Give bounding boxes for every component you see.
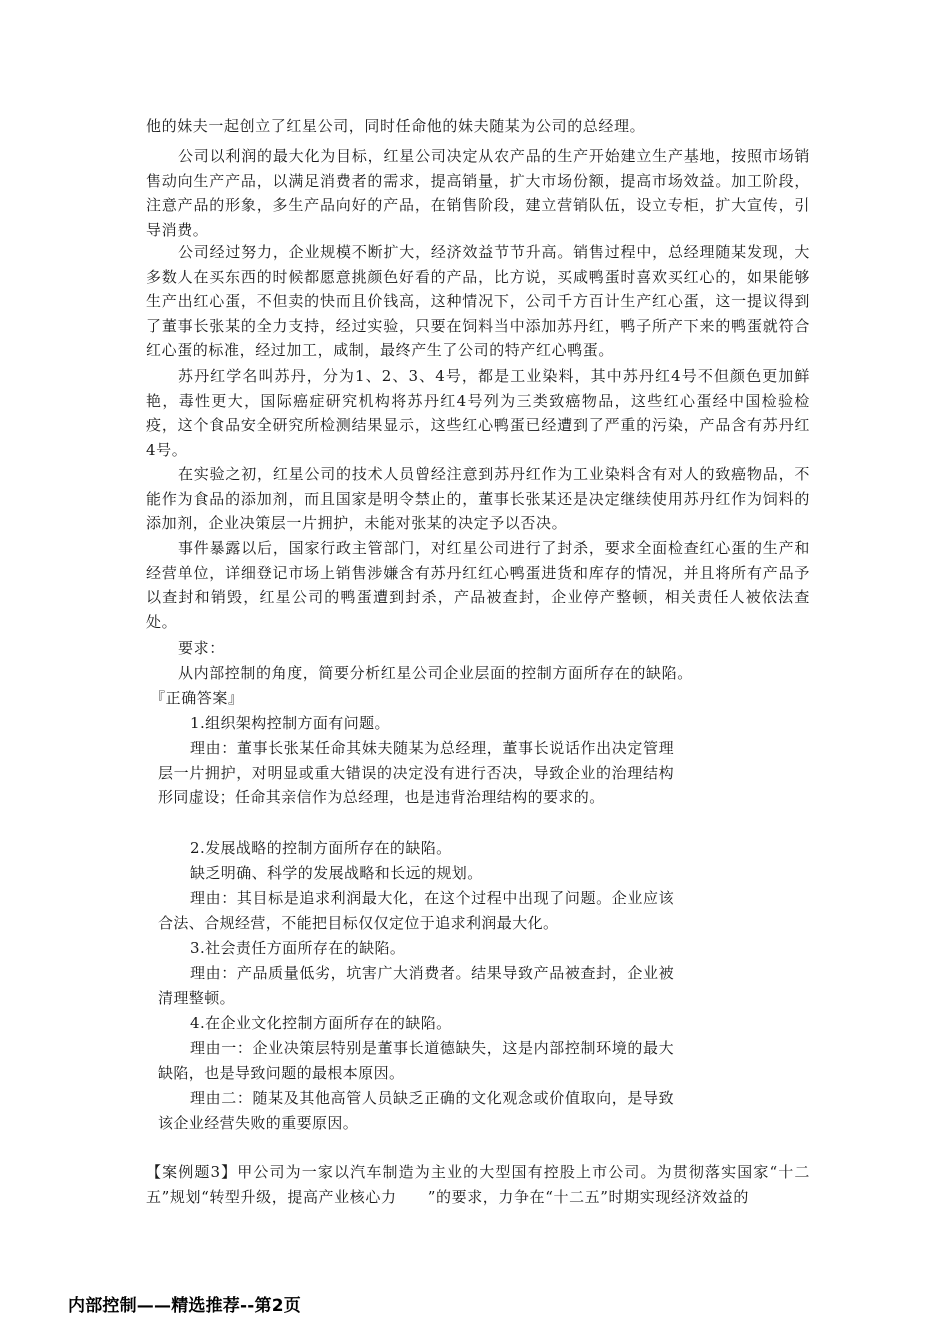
paragraph-red-egg-production: 公司经过努力，企业规模不断扩大，经济效益节节升高。销售过程中，总经理随某发现，大多数人在买东西的时候都愿意挑颜色好看的产品，比方说，买咸鸭蛋时喜欢买红心的，如果能够生产出红心蛋，不但卖的快而且价钱高，这种情况下，公司千方百计生产红心蛋，这一提议得到了董事长张某的全力支持，经过实验，只要在饲料当中添加苏丹红，鸭子所产下来的鸭蛋就符合红心蛋的标准，经过加工，咸制，最终产生了公司的特产红心鸭蛋。 xyxy=(146,243,810,359)
paragraph-profit-goal: 公司以利润的最大化为目标，红星公司决定从农产品的生产开始建立生产基地，按照市场销售动向生产产品，以满足消费者的需求，提高销量，扩大市场份额，提高市场效益。加工阶段，注意产品的形象，多生产品向好的产品，在销售阶段，建立营销队伍，设立专柜，扩大宣传，引导消费。 xyxy=(146,147,810,239)
answer-item-1-reason: 理由：董事长张某任命其妹夫随某为总经理，董事长说话作出决定管理层一片拥护，对明显或重大错误的决定没有进行否决，导致企业的治理结构形同虚设；任命其亲信作为总经理，也是违背治理结构的要求的。 xyxy=(158,739,674,806)
answer-item-4: 4.在企业文化控制方面所存在的缺陷。 xyxy=(190,1014,452,1032)
paragraph-exposure: 事件暴露以后，国家行政主管部门，对红星公司进行了封杀，要求全面检查红心蛋的生产和经营单位，详细登记市场上销售涉嫌含有苏丹红红心鸭蛋进货和库存的情况，并且将所有产品予以查封和销毁，红星公司的鸭蛋遭到封杀，产品被查封，企业停产整顿，相关责任人被依法查处。 xyxy=(146,539,810,631)
paragraph-intro-continued: 他的妹夫一起创立了红星公司，同时任命他的妹夫随某为公司的总经理。 xyxy=(146,117,646,135)
answer-item-2: 2.发展战略的控制方面所存在的缺陷。 xyxy=(190,839,452,857)
answer-item-2-reason: 理由：其目标是追求利润最大化，在这个过程中出现了问题。企业应该合法、合规经营，不能把目标仅仅定位于追求利润最大化。 xyxy=(158,889,674,932)
answer-item-1: 1.组织架构控制方面有问题。 xyxy=(190,714,390,732)
answer-item-3-reason: 理由：产品质量低劣，坑害广大消费者。结果导致产品被查封，企业被清理整顿。 xyxy=(158,964,674,1007)
page-footer: 内部控制——精选推荐--第2页 xyxy=(68,1296,301,1316)
requirement-text: 从内部控制的角度，简要分析红星公司企业层面的控制方面所存在的缺陷。 xyxy=(178,664,693,682)
case-3-intro: 【案例题3】甲公司为一家以汽车制造为主业的大型国有控股上市公司。为贯彻落实国家“十二五”规划“转型升级，提高产业核心力 ”的要求，力争在“十二五”时期实现经济效益的 xyxy=(146,1163,810,1206)
answer-item-4-reason-2: 理由二：随某及其他高管人员缺乏正确的文化观念或价值取向，是导致该企业经营失败的重要原因。 xyxy=(158,1089,674,1132)
answer-item-4-reason-1: 理由一：企业决策层特别是董事长道德缺失，这是内部控制环境的最大缺陷，也是导致问题的最根本原因。 xyxy=(158,1039,674,1082)
paragraph-sudan-red: 苏丹红学名叫苏丹，分为1、2、3、4号，都是工业染料，其中苏丹红4号不但颜色更加鲜艳，毒性更大，国际癌症研究机构将苏丹红4号列为三类致癌物品，这些红心蛋经中国检验检疫，这个食品安全研究所检测结果显示，这些红心鸭蛋已经遭到了严重的污染，产品含有苏丹红4号。 xyxy=(146,367,810,459)
answer-item-3: 3.社会责任方面所存在的缺陷。 xyxy=(190,939,406,957)
requirement-label: 要求： xyxy=(178,639,225,657)
answer-heading: 『正确答案』 xyxy=(150,689,244,707)
paragraph-experiment: 在实验之初，红星公司的技术人员曾经注意到苏丹红作为工业染料含有对人的致癌物品，不能作为食品的添加剂，而且国家是明令禁止的，董事长张某还是决定继续使用苏丹红作为饲料的添加剂，企业决策层一片拥护，未能对张某的决定予以否决。 xyxy=(146,465,810,532)
answer-item-2-lack: 缺乏明确、科学的发展战略和长远的规划。 xyxy=(190,864,483,882)
